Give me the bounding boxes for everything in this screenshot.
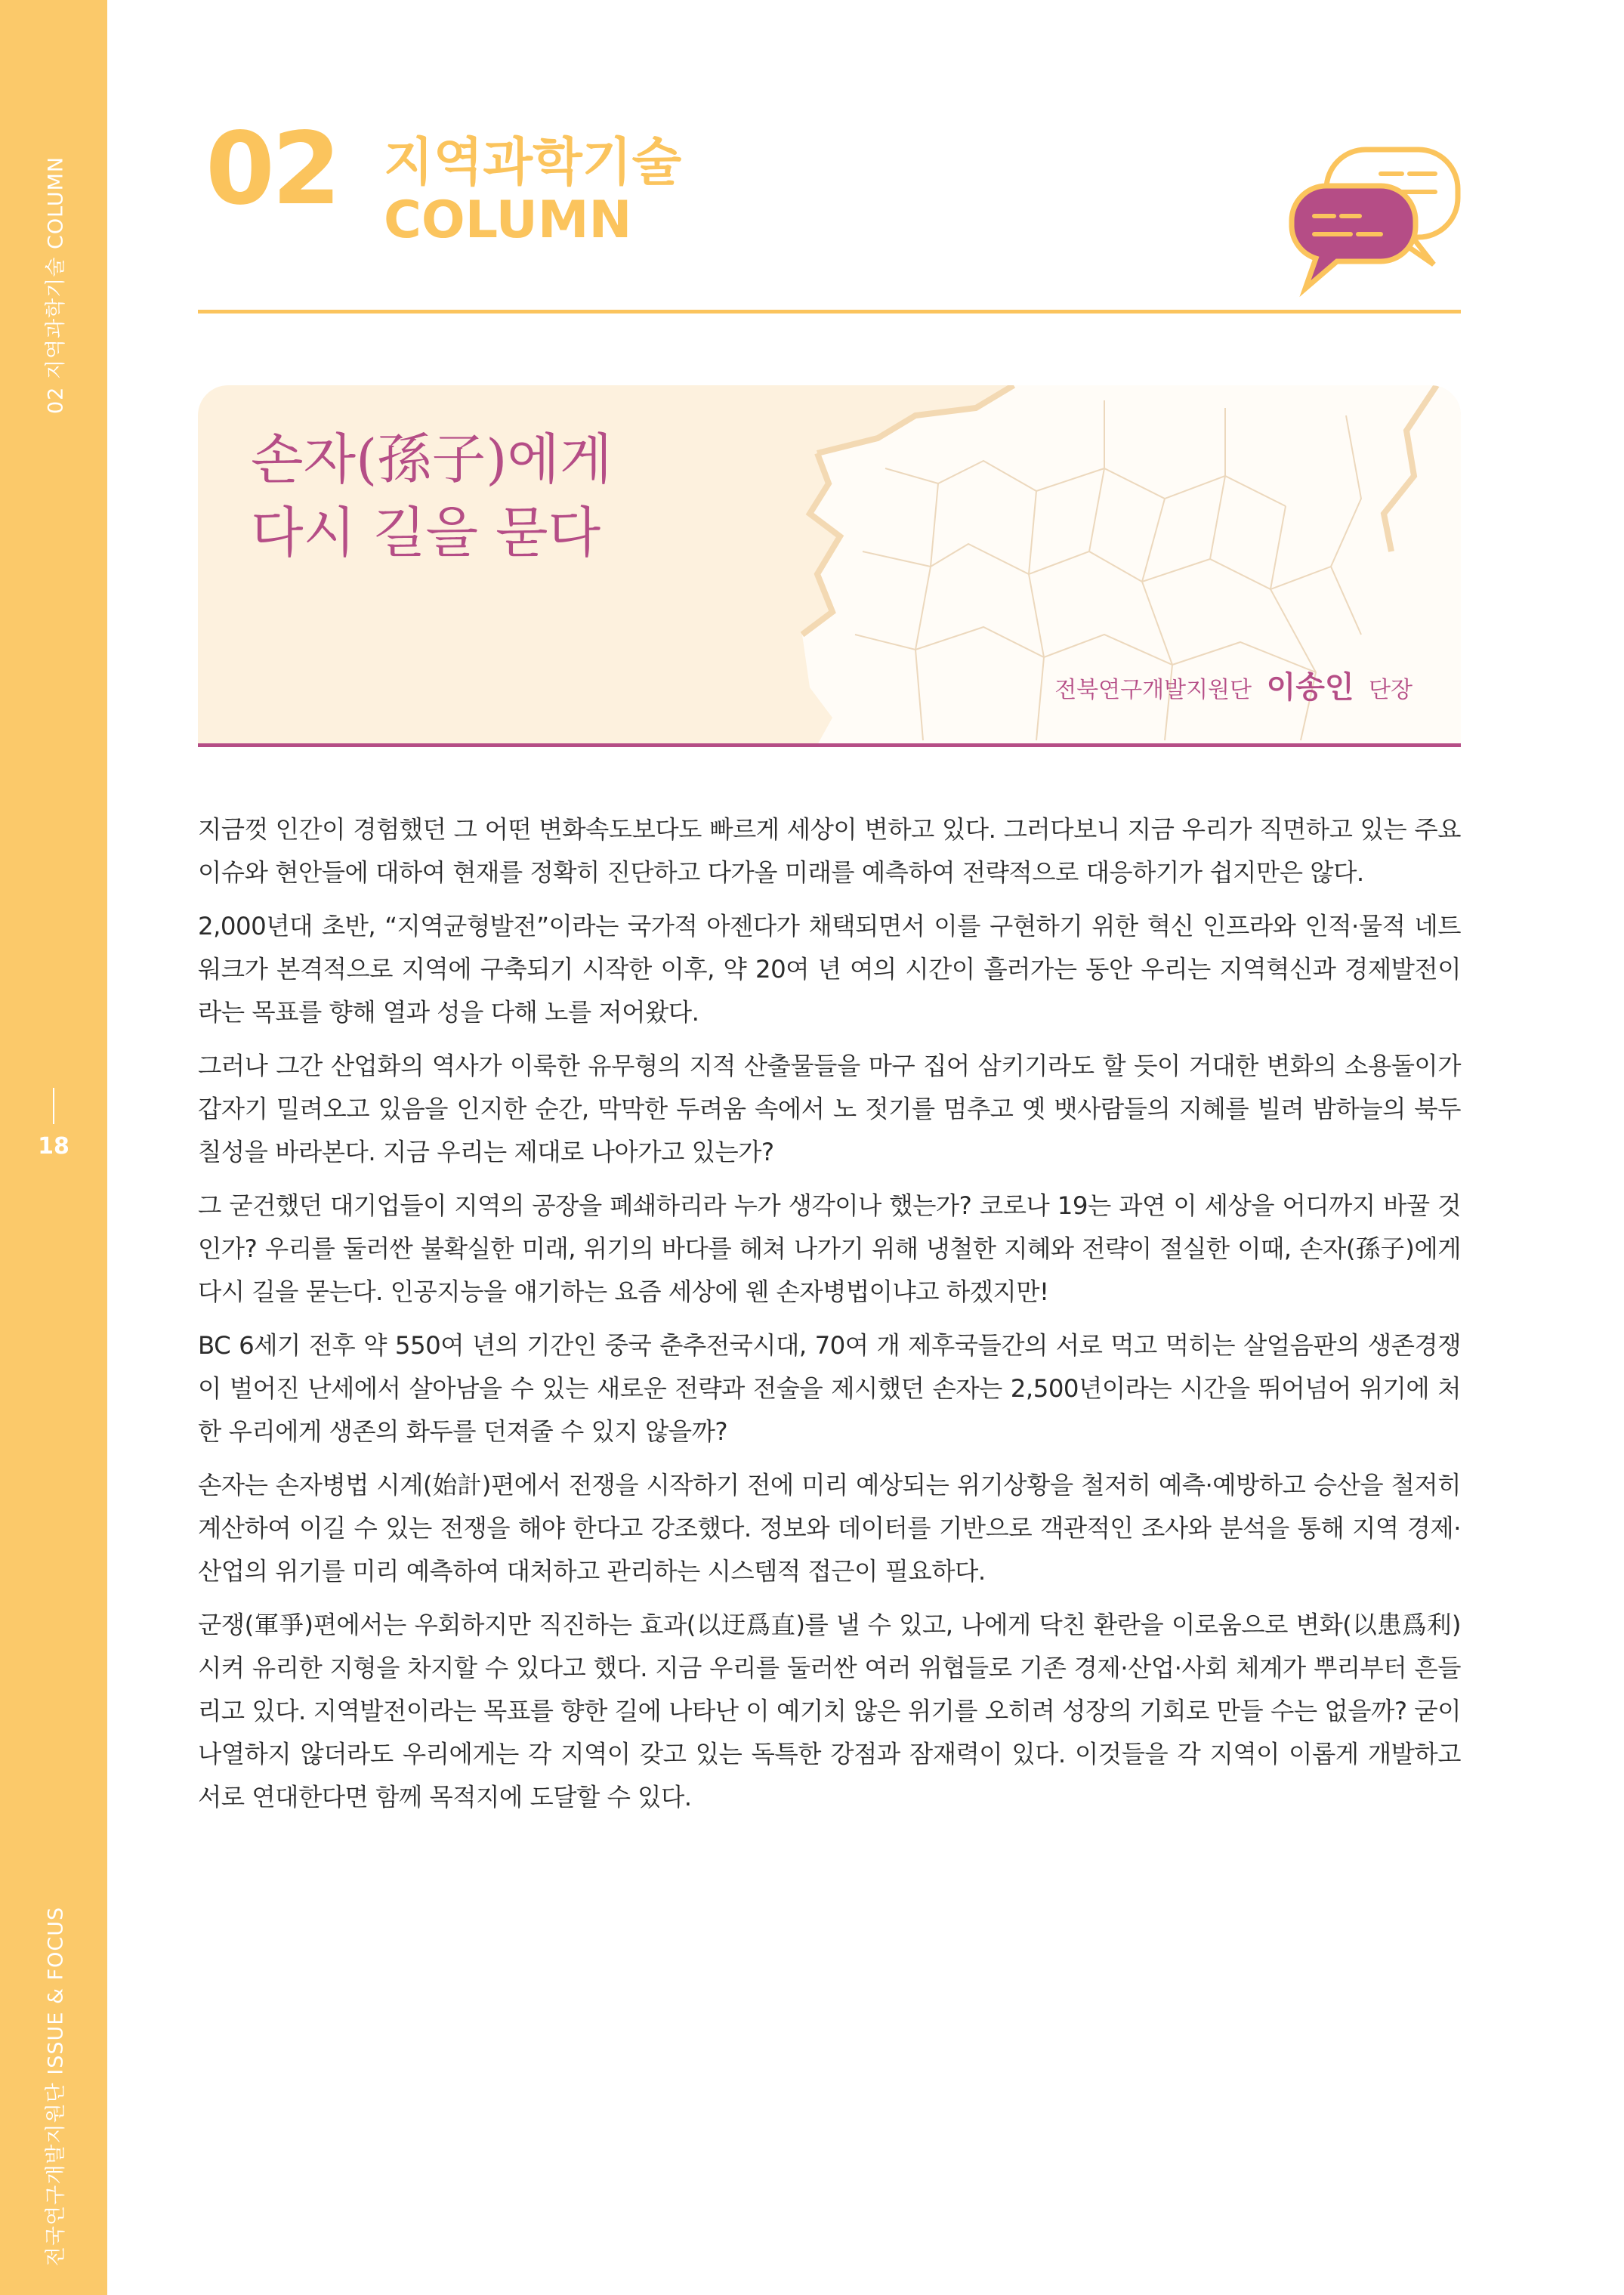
section-title-line1: 지역과학기술	[384, 133, 682, 193]
title-banner	[198, 385, 1461, 745]
sidebar-divider	[53, 1088, 54, 1124]
sidebar-section-label: 02 지역과학기술 COLUMN	[44, 156, 68, 414]
article-title-line2: 다시 길을 묻다	[251, 501, 601, 565]
author-org: 전북연구개발지원단	[1054, 677, 1252, 703]
paragraph: 군쟁(軍爭)편에서는 우회하지만 직진하는 효과(以迂爲直)를 낼 수 있고, 나에게 닥친 환란을 이로움으로 변화(以患爲利) 시켜 유리한 지형을 차지할 수 있다고 했다. 지금 우리를 둘러싼 여러 위협들로 기존 경제·산업·사회 체계가 뿌리부터 흔들리고 있다. 지역발전이라는 목표를 향한 길에 나타난 이 예기치 않은 위기를 오히려 성장의 기회로 만들 수는 없을까? 굳이 나열하지 않더라도 우리에게는 각 지역이 갖고 있는 독특한 강점과 잠재력이 있다. 이것들을 각 지역이 이롭게 개발하고 서로 연대한다면 함께 목적지에 도달할 수 있다.	[198, 1611, 1461, 1812]
author-name: 이송인	[1266, 670, 1354, 705]
paragraph: 손자는 손자병법 시계(始計)편에서 전쟁을 시작하기 전에 미리 예상되는 위기상황을 철저히 예측·예방하고 승산을 철저히 계산하여 이길 수 있는 전쟁을 해야 한다고 강조했다. 정보와 데이터를 기반으로 객관적인 조사와 분석을 통해 지역 경제·산업의 위기를 미리 예측하여 대처하고 관리하는 시스템적 접근이 필요하다.	[198, 1471, 1461, 1586]
header-divider	[198, 310, 1461, 314]
speech-bubbles-icon	[1275, 127, 1464, 301]
author-role: 단장	[1369, 677, 1413, 703]
section-title-line2: COLUMN	[384, 190, 632, 251]
paragraph: BC 6세기 전후 약 550여 년의 기간인 중국 춘추전국시대, 70여 개 제후국들간의 서로 먹고 먹히는 살얼음판의 생존경쟁이 벌어진 난세에서 살아남을 수 있는 새로운 전략과 전술을 제시했던 손자는 2,500년이라는 시간을 뛰어넘어 위기에 처한 우리에게 생존의 화두를 던져줄 수 있지 않을까?	[198, 1331, 1461, 1446]
sidebar-publication-label: 전국연구개발지원단 ISSUE & FOCUS	[44, 1906, 68, 2266]
paragraph: 그 굳건했던 대기업들이 지역의 공장을 폐쇄하리라 누가 생각이나 했는가? 코로나 19는 과연 이 세상을 어디까지 바꿀 것인가? 우리를 둘러싼 불확실한 미래, 위기의 바다를 헤쳐 나가기 위해 냉철한 지혜와 전략이 절실한 이때, 손자(孫子)에게 다시 길을 묻는다. 인공지능을 얘기하는 요즘 세상에 웬 손자병법이냐고 하겠지만!	[198, 1191, 1461, 1306]
article-title	[251, 423, 612, 570]
paragraph: 2,000년대 초반, “지역균형발전”이라는 국가적 아젠다가 채택되면서 이를 구현하기 위한 혁신 인프라와 인적·물적 네트워크가 본격적으로 지역에 구축되기 시작한 이후, 약 20여 년 여의 시간이 흘러가는 동안 우리는 지역혁신과 경제발전이라는 목표를 향해 열과 성을 다해 노를 저어왔다.	[198, 912, 1461, 1027]
section-number: 02	[205, 111, 338, 227]
article-title-line1: 손자(孫子)에게	[251, 428, 613, 491]
sidebar	[0, 0, 107, 2295]
paragraph: 그러나 그간 산업화의 역사가 이룩한 유무형의 지적 산출물들을 마구 집어 삼키기라도 할 듯이 거대한 변화의 소용돌이가 갑자기 밀려오고 있음을 인지한 순간, 막막한 두려움 속에서 노 젓기를 멈추고 옛 뱃사람들의 지혜를 빌려 밤하늘의 북두칠성을 바라본다. 지금 우리는 제대로 나아가고 있는가?	[198, 1052, 1461, 1166]
article-body	[198, 808, 1461, 1830]
title-banner-divider	[198, 743, 1461, 747]
author-byline	[1054, 663, 1413, 706]
paragraph: 지금껏 인간이 경험했던 그 어떤 변화속도보다도 빠르게 세상이 변하고 있다. 그러다보니 지금 우리가 직면하고 있는 주요 이슈와 현안들에 대하여 현재를 정확히 진단하고 다가올 미래를 예측하여 전략적으로 대응하기가 쉽지만은 않다.	[198, 815, 1461, 887]
section-title	[384, 134, 681, 249]
page-number: 18	[38, 1133, 69, 1160]
